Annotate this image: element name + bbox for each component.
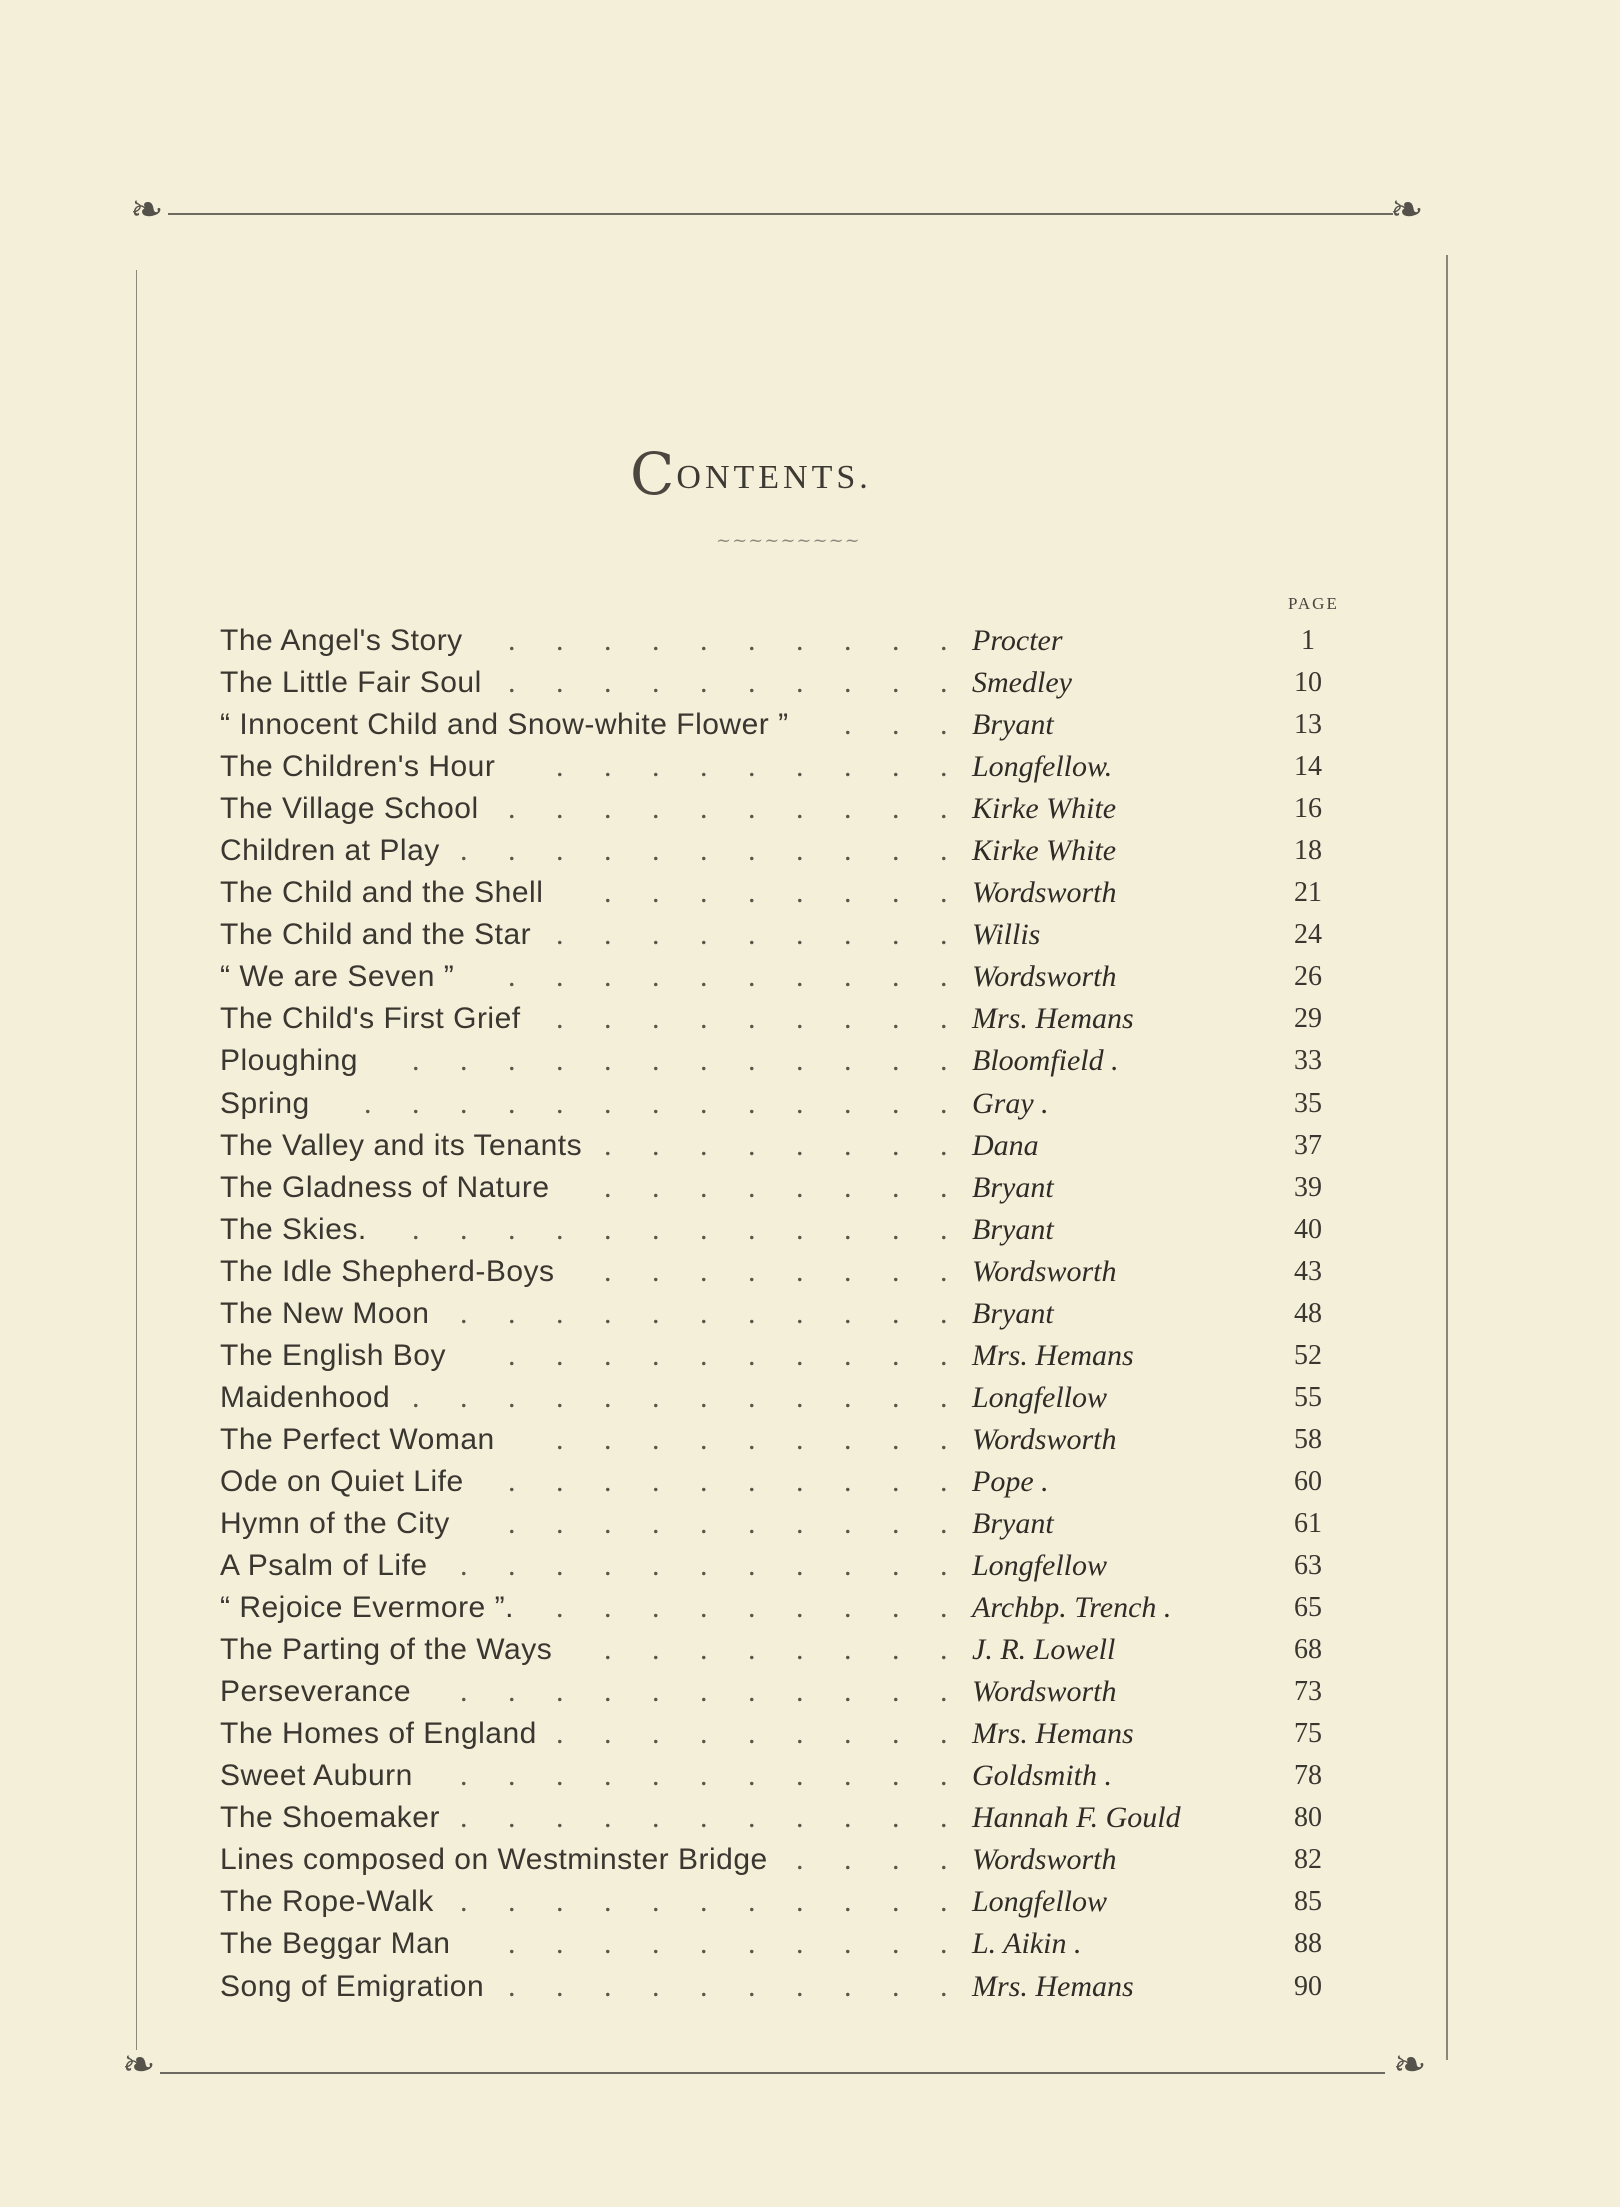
entry-page-number: 58 [1294, 1423, 1322, 1455]
entry-author: Bryant [972, 1506, 1054, 1540]
entry-page-number: 75 [1294, 1718, 1322, 1750]
entry-page-number: 43 [1294, 1255, 1322, 1287]
page-title [630, 440, 872, 508]
list-item: . . . . . . . . The Valley and its Tenants Dana 37 [220, 1125, 1370, 1167]
entry-title: The Child and the Star [220, 918, 532, 952]
list-item: . . . “ Innocent Child and Snow-white Flower ” Bryant 13 [220, 704, 1370, 746]
page-column-header: PAGE [1288, 594, 1339, 613]
list-item: . . . . . . . . . . The Angel's Story Procter 1 [220, 620, 1370, 662]
list-item: . . . . . . . . . . “ We are Seven ” Wordsworth 26 [220, 956, 1370, 998]
entry-page-number: 48 [1294, 1297, 1322, 1329]
entry-author: Mrs. Hemans [972, 1002, 1134, 1036]
list-item: . . . . . . . . . The Child and the Star Willis 24 [220, 914, 1370, 956]
entry-author: L. Aikin . [972, 1927, 1082, 1961]
list-item: . . . . . . . . . . Hymn of the City Bryant 61 [220, 1503, 1370, 1545]
entry-page-number: 33 [1294, 1045, 1322, 1077]
entry-author: Wordsworth [972, 1675, 1117, 1709]
list-item: . . . . . . . . . . The Beggar Man L. Aikin . 88 [220, 1923, 1370, 1965]
entry-page-number: 78 [1294, 1760, 1322, 1792]
entry-author: Bryant [972, 708, 1054, 742]
entry-page-number: 16 [1294, 793, 1322, 825]
list-item: . . . . . . . . . The Perfect Woman Wordsworth 58 [220, 1419, 1370, 1461]
list-item: . . . . Lines composed on Westminster Bridge Wordsworth 82 [220, 1839, 1370, 1881]
entry-title: “ We are Seven ” [220, 960, 455, 994]
list-item: . . . . . . . . The Idle Shepherd-Boys Wordsworth 43 [220, 1251, 1370, 1293]
entry-title: The Homes of England [220, 1717, 537, 1751]
entry-title: Spring [220, 1086, 310, 1120]
entry-page-number: 82 [1294, 1844, 1322, 1876]
entry-title: The Skies. [220, 1212, 367, 1246]
entry-author: Gray . [972, 1086, 1049, 1120]
entry-title: The English Boy [220, 1338, 446, 1372]
list-item: . . . . . . . . . . Ode on Quiet Life Pope . 60 [220, 1461, 1370, 1503]
entry-page-number: 63 [1294, 1550, 1322, 1582]
entry-title: The Rope-Walk [220, 1885, 434, 1919]
entry-title: Ode on Quiet Life [220, 1464, 464, 1498]
entry-author: Pope . [972, 1464, 1049, 1498]
entry-title: “ Innocent Child and Snow-white Flower ” [220, 708, 789, 742]
entry-title: “ Rejoice Evermore ”. [220, 1591, 514, 1625]
list-item: . . . . . . . . . . . A Psalm of Life Longfellow 63 [220, 1545, 1370, 1587]
entry-author: Wordsworth [972, 1422, 1117, 1456]
entry-author: Willis [972, 918, 1041, 952]
list-item: . . . . . . . . . “ Rejoice Evermore ”. Archbp. Trench . 65 [220, 1587, 1370, 1629]
entry-title: The Children's Hour [220, 750, 496, 784]
list-item: . . . . . . . . . . . Children at Play Kirke White 18 [220, 830, 1370, 872]
corner-ornament-icon: ❧ [122, 2042, 156, 2088]
entry-page-number: 10 [1294, 667, 1322, 699]
entry-page-number: 61 [1294, 1507, 1322, 1539]
list-item: . . . . . . . . . . . Perseverance Wordsworth 73 [220, 1671, 1370, 1713]
entry-title: Ploughing [220, 1044, 358, 1078]
entry-title: The Shoemaker [220, 1801, 440, 1835]
entry-page-number: 18 [1294, 835, 1322, 867]
entry-page-number: 39 [1294, 1171, 1322, 1203]
entry-author: Bryant [972, 1212, 1054, 1246]
entry-title: The Beggar Man [220, 1927, 451, 1961]
entry-author: Archbp. Trench . [972, 1591, 1172, 1625]
entry-author: Mrs. Hemans [972, 1717, 1134, 1751]
frame-bottom-rule [160, 2072, 1385, 2074]
entry-author: Procter [972, 624, 1063, 657]
entry-title: A Psalm of Life [220, 1549, 428, 1583]
entry-title: The Perfect Woman [220, 1422, 495, 1456]
entry-title: The Village School [220, 792, 479, 826]
title-initial: C [630, 440, 675, 508]
entry-author: Mrs. Hemans [972, 1338, 1134, 1372]
entry-author: Wordsworth [972, 1254, 1117, 1288]
frame-right-rule [1446, 255, 1448, 2060]
entry-author: Hannah F. Gould [972, 1801, 1181, 1835]
list-item: . . . . . . . . The Parting of the Ways J. R. Lowell 68 [220, 1629, 1370, 1671]
frame-left-rule [136, 270, 137, 2050]
entry-page-number: 68 [1294, 1634, 1322, 1666]
entry-author: Smedley [972, 666, 1072, 700]
entry-author: Bryant [972, 1296, 1054, 1330]
entry-author: Mrs. Hemans [972, 1969, 1134, 2003]
entry-author: Wordsworth [972, 1843, 1117, 1877]
entry-page-number: 13 [1294, 709, 1322, 741]
entry-author: Bloomfield . [972, 1044, 1119, 1078]
entry-title: Hymn of the City [220, 1506, 450, 1540]
entry-author: Goldsmith . [972, 1759, 1113, 1793]
entry-page-number: 90 [1294, 1970, 1322, 2002]
list-item: . . . . . . . . . . . Sweet Auburn Goldsmith . 78 [220, 1755, 1370, 1797]
entry-author: J. R. Lowell [972, 1633, 1116, 1667]
entry-title: The Little Fair Soul [220, 666, 482, 700]
corner-ornament-icon: ❧ [1390, 187, 1424, 233]
entry-author: Dana [972, 1128, 1039, 1162]
entry-page-number: 29 [1294, 1003, 1322, 1035]
entry-author: Kirke White [972, 792, 1117, 826]
heading-flourish-icon: ~~~~~~~~~ [716, 530, 861, 551]
frame-top-rule [168, 213, 1393, 215]
list-item: . . . . . . . . . . . . . Spring Gray . 35 [220, 1083, 1370, 1125]
entry-page-number: 88 [1294, 1928, 1322, 1960]
contents-list [220, 620, 1370, 2008]
entry-author: Longfellow. [972, 750, 1113, 784]
list-item: . . . . . . . . . . . The Shoemaker Hannah F. Gould 80 [220, 1797, 1370, 1839]
entry-title: The Idle Shepherd-Boys [220, 1254, 555, 1288]
entry-title: The New Moon [220, 1296, 430, 1330]
entry-title: The Child's First Grief [220, 1002, 521, 1036]
list-item: . . . . . . . . . . . . Ploughing Bloomfield . 33 [220, 1040, 1370, 1082]
list-item: . . . . . . . . . . The Village School Kirke White 16 [220, 788, 1370, 830]
entry-page-number: 60 [1294, 1465, 1322, 1497]
entry-title: Sweet Auburn [220, 1759, 413, 1793]
entry-title: The Gladness of Nature [220, 1170, 550, 1204]
entry-title: Perseverance [220, 1675, 412, 1709]
list-item: . . . . . . . . . . . . The Skies. Bryant 40 [220, 1209, 1370, 1251]
entry-title: The Valley and its Tenants [220, 1128, 583, 1162]
entry-page-number: 24 [1294, 919, 1322, 951]
entry-page-number: 14 [1294, 751, 1322, 783]
list-item: . . . . . . . . The Child and the Shell Wordsworth 21 [220, 872, 1370, 914]
list-item: . . . . . . . . . The Homes of England Mrs. Hemans 75 [220, 1713, 1370, 1755]
entry-title: Song of Emigration [220, 1969, 485, 2003]
entry-title: Lines composed on Westminster Bridge [220, 1843, 768, 1877]
entry-title: Maidenhood [220, 1380, 391, 1414]
list-item: . . . . . . . . . . The English Boy Mrs. Hemans 52 [220, 1335, 1370, 1377]
entry-title: Children at Play [220, 834, 440, 868]
corner-ornament-icon: ❧ [1393, 2042, 1427, 2088]
list-item: . . . . . . . . . . The Little Fair Soul Smedley 10 [220, 662, 1370, 704]
entry-page-number: 26 [1294, 961, 1322, 993]
list-item: . . . . . . . . . . Song of Emigration Mrs. Hemans 90 [220, 1966, 1370, 2008]
entry-author: Wordsworth [972, 876, 1117, 910]
entry-author: Kirke White [972, 834, 1117, 868]
entry-page-number: 55 [1294, 1381, 1322, 1413]
entry-page-number: 73 [1294, 1676, 1322, 1708]
entry-page-number: 35 [1294, 1087, 1322, 1119]
entry-title: The Angel's Story [220, 624, 463, 657]
title-text: ONTENTS. [676, 459, 872, 496]
entry-title: The Parting of the Ways [220, 1633, 553, 1667]
entry-author: Longfellow [972, 1380, 1108, 1414]
entry-title: The Child and the Shell [220, 876, 544, 910]
entry-page-number: 37 [1294, 1129, 1322, 1161]
entry-page-number: 21 [1294, 877, 1322, 909]
entry-author: Longfellow [972, 1549, 1108, 1583]
list-item: . . . . . . . . . . . . Maidenhood Longfellow 55 [220, 1377, 1370, 1419]
corner-ornament-icon: ❧ [130, 187, 164, 233]
entry-author: Wordsworth [972, 960, 1117, 994]
entry-page-number: 80 [1294, 1802, 1322, 1834]
entry-page-number: 40 [1294, 1213, 1322, 1245]
list-item: . . . . . . . . . . . The Rope-Walk Longfellow 85 [220, 1881, 1370, 1923]
entry-page-number: 65 [1294, 1592, 1322, 1624]
entry-author: Bryant [972, 1170, 1054, 1204]
entry-page-number: 52 [1294, 1339, 1322, 1371]
list-item: . . . . . . . . The Gladness of Nature Bryant 39 [220, 1167, 1370, 1209]
list-item: . . . . . . . . . The Child's First Grief Mrs. Hemans 29 [220, 998, 1370, 1040]
entry-page-number: 1 [1301, 625, 1315, 656]
entry-page-number: 85 [1294, 1886, 1322, 1918]
entry-author: Longfellow [972, 1885, 1108, 1919]
list-item: . . . . . . . . . The Children's Hour Longfellow. 14 [220, 746, 1370, 788]
list-item: . . . . . . . . . . . The New Moon Bryant 48 [220, 1293, 1370, 1335]
